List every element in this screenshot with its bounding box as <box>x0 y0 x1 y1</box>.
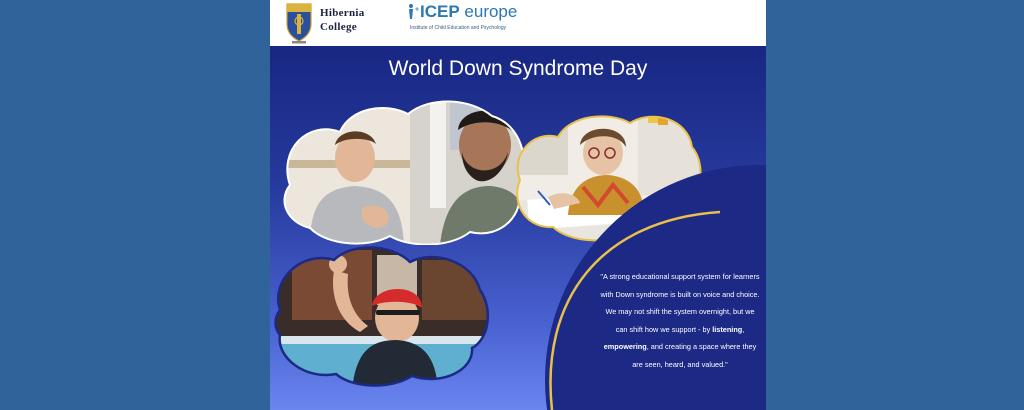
poster <box>270 0 766 410</box>
quote-emphasis-empowering: empowering <box>603 342 647 351</box>
icep-brand-bold: ICEP <box>420 2 460 21</box>
quote-part1: "A strong educational support system for learners with Down syndrome is built on voice and choice. We may not shift the system overnight, but we can shift how we support - by <box>600 272 760 334</box>
quote-part2: , and creating a space where they are seen, heard, and valued." <box>632 342 757 369</box>
quote-separator: , <box>742 324 745 334</box>
quote-emphasis-listening: listening <box>712 324 743 334</box>
icep-subtitle: Institute of Child Education and Psychology <box>410 25 507 31</box>
icep-brand-rest: europe <box>459 2 518 21</box>
hibernia-name-line1: Hibernia <box>320 7 365 19</box>
poster-title: World Down Syndrome Day <box>388 57 648 80</box>
hibernia-name-line2: College <box>320 21 357 33</box>
quote-text <box>600 268 760 373</box>
